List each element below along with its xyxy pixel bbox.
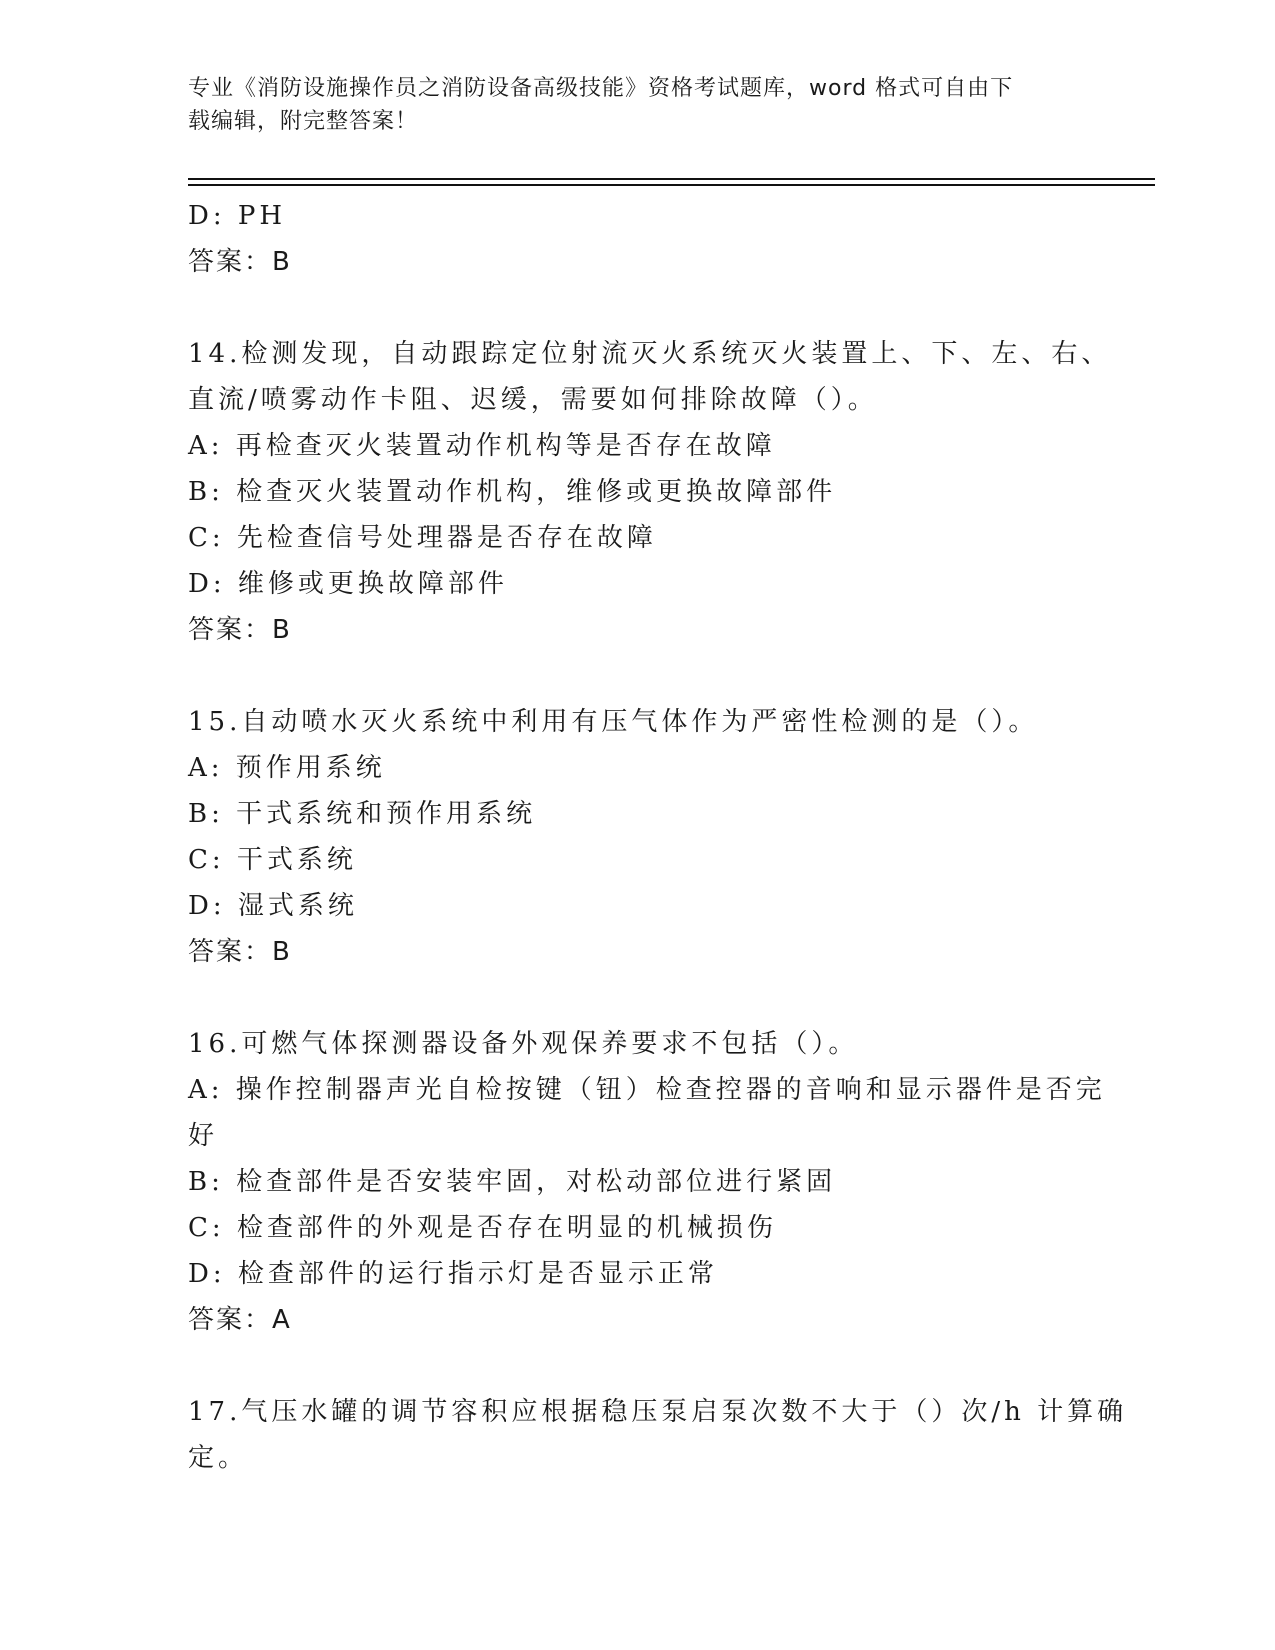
option-b: B: 干式系统和预作用系统: [188, 799, 537, 829]
question-stem-line: 17.气压水罐的调节容积应根据稳压泵启泵次数不大于（）次/h 计算确: [188, 1397, 1128, 1427]
option-d: D: 维修或更换故障部件: [188, 569, 508, 599]
option-d: D: 湿式系统: [188, 891, 358, 921]
answer-line: 答案：B: [188, 615, 292, 645]
option-d: D: 检查部件的运行指示灯是否显示正常: [188, 1259, 718, 1289]
option-c: C: 干式系统: [188, 845, 357, 875]
option-a: A: 操作控制器声光自检按键（钮）检查控器的音响和显示器件是否完: [188, 1075, 1106, 1105]
document-header: [188, 72, 1088, 138]
question-17: [188, 1389, 1128, 1481]
option-d: D: PH: [188, 201, 287, 231]
option-c: C: 先检查信号处理器是否存在故障: [188, 523, 657, 553]
answer-line: 答案：A: [188, 1305, 292, 1335]
question-stem-line: 定。: [188, 1443, 249, 1473]
question-14: [188, 331, 1112, 653]
header-line-2: 载编辑，附完整答案！: [188, 109, 419, 134]
option-a: A: 再检查灭火装置动作机构等是否存在故障: [188, 431, 776, 461]
question-list: [188, 193, 1128, 1481]
question-stem-line: 16.可燃气体探测器设备外观保养要求不包括（）。: [188, 1029, 859, 1059]
question-15: [188, 699, 1088, 975]
answer-line: 答案：B: [188, 937, 292, 967]
option-a: A: 预作用系统: [188, 753, 386, 783]
header-line-1: 专业《消防设施操作员之消防设备高级技能》资格考试题库，word 格式可自由下: [188, 76, 1014, 101]
option-a-continued: 好: [188, 1121, 219, 1151]
question-stem-line: 直流/喷雾动作卡阻、迟缓，需要如何排除故障（）。: [188, 385, 878, 415]
question-stem-line: 15.自动喷水灭火系统中利用有压气体作为严密性检测的是（）。: [188, 707, 1039, 737]
option-b: B: 检查灭火装置动作机构，维修或更换故障部件: [188, 477, 837, 507]
option-c: C: 检查部件的外观是否存在明显的机械损伤: [188, 1213, 777, 1243]
option-b: B: 检查部件是否安装牢固，对松动部位进行紧固: [188, 1167, 837, 1197]
question-16: [188, 1021, 1106, 1343]
header-divider-bottom: [188, 184, 1155, 186]
answer-line: 答案：B: [188, 247, 292, 277]
question-stem-line: 14.检测发现，自动跟踪定位射流灭火系统灭火装置上、下、左、右、: [188, 339, 1112, 369]
header-divider-top: [188, 178, 1155, 180]
